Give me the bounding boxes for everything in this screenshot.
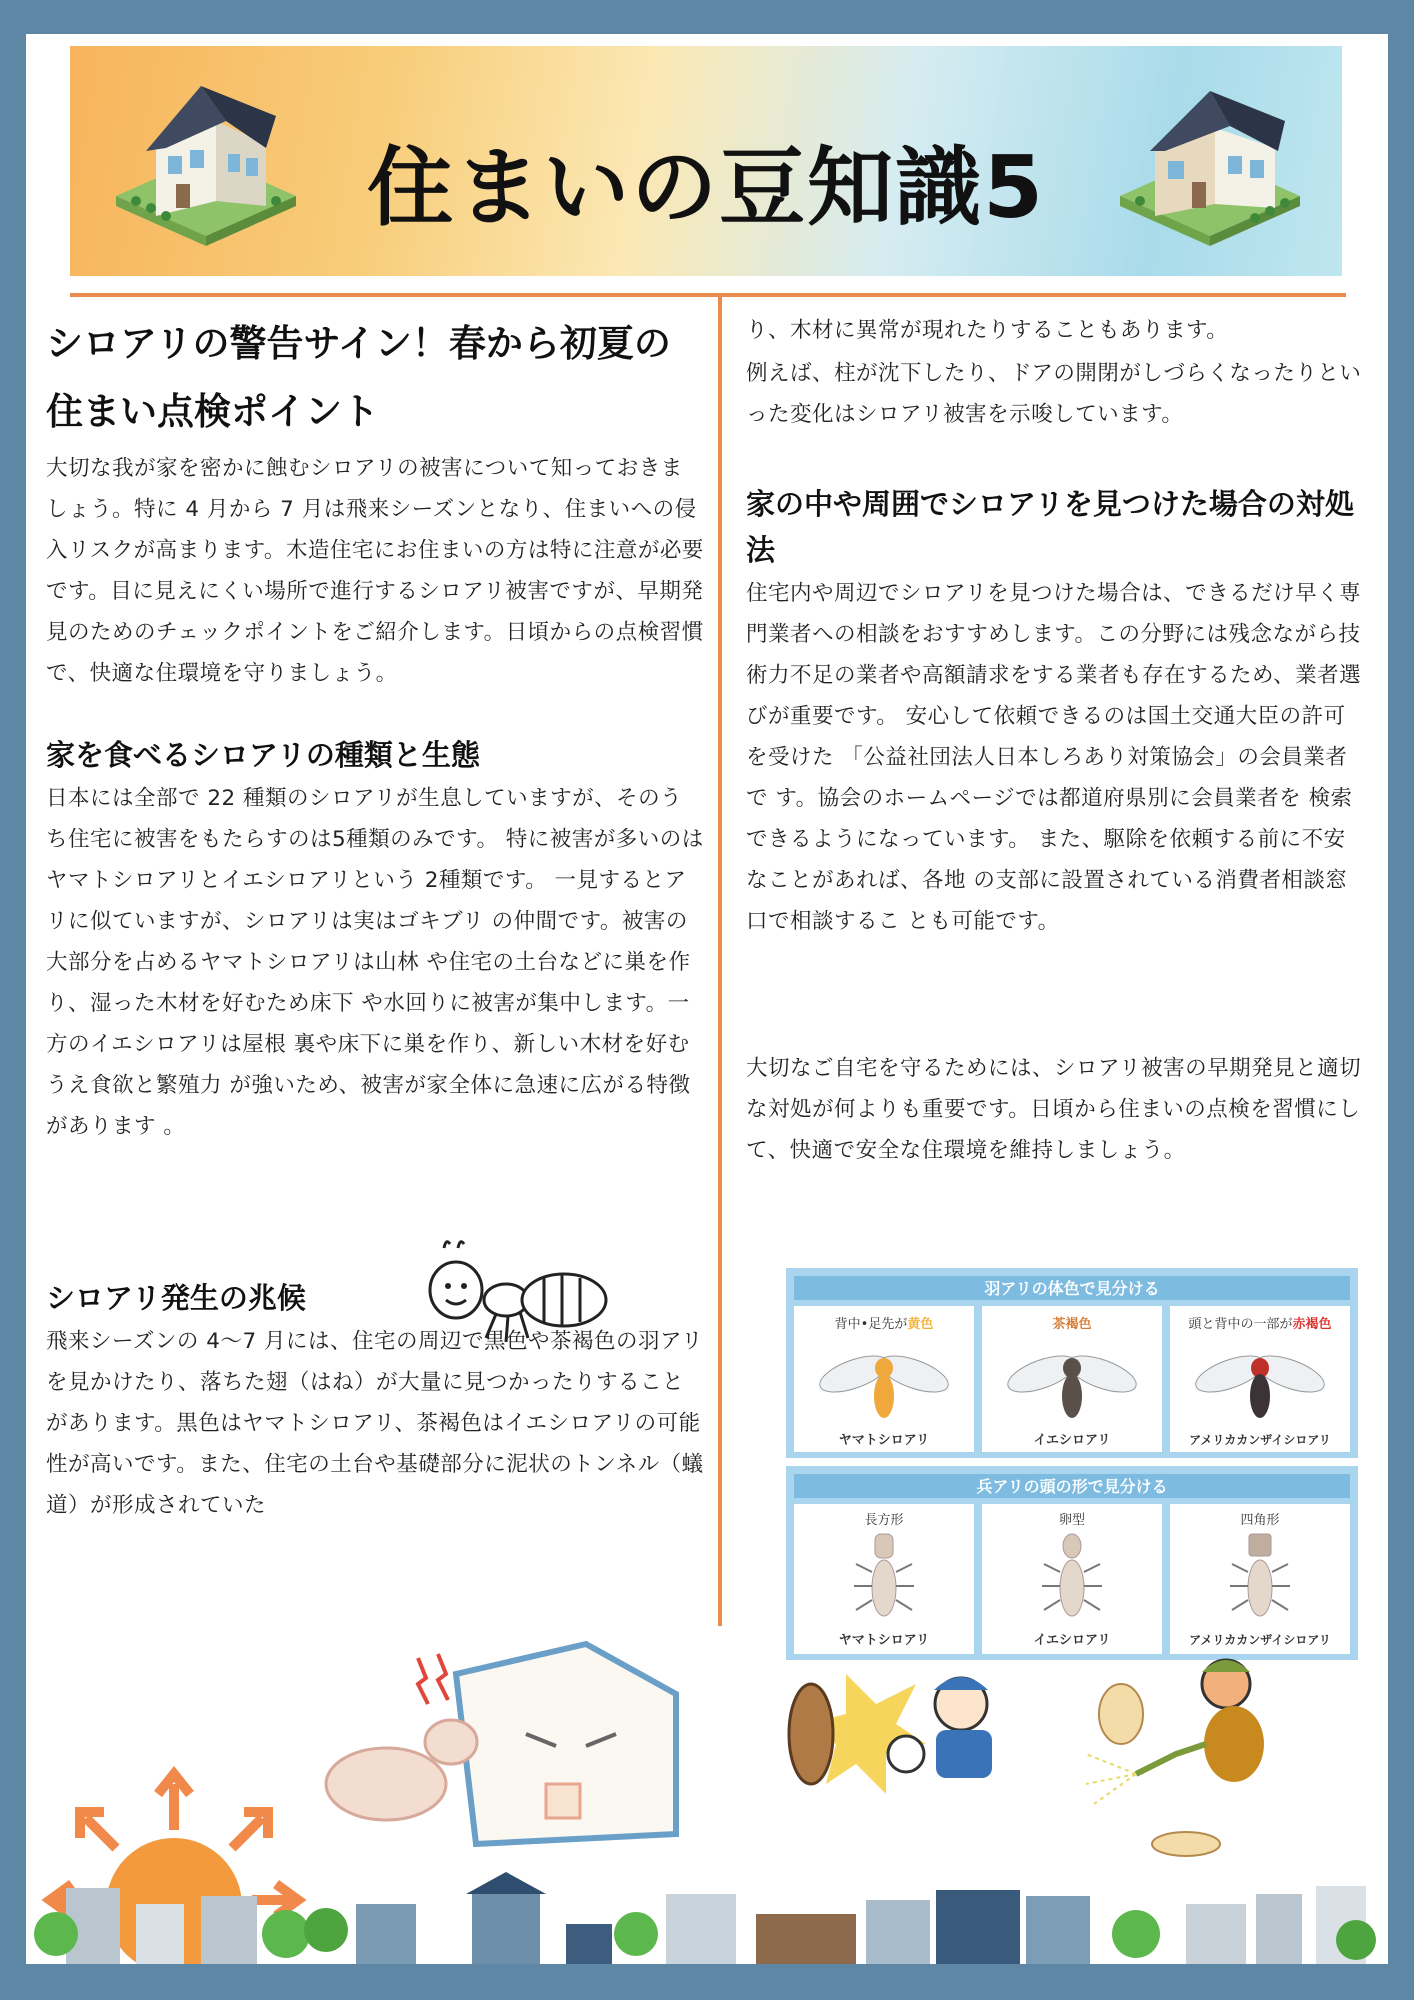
- svg-text:茶褐色: 茶褐色: [1052, 1317, 1092, 1332]
- section-body-response: 住宅内や周辺でシロアリを見つけた場合は、できるだけ早く専門業者への相談をおすすめします。この分野には残念ながら技術力不足の業者や高額請求をする業者も存在するため、業者選びが重要です。 安心して依頼できるのは国土交通大臣の許可を受けた 「公益社団法人日本しろあり対策協会」の会員業者で す。協会のホームページでは都道府県別に会員業者を 検索できるようになっています。 また、駆除を依頼する前に不安なことがあれば、各地 の支部に設置されている消費者相談窓口で相談するこ とも可能です。: [746, 581, 1362, 934]
- winged-name-ie: イエシロアリ: [1033, 1433, 1111, 1448]
- winged-name-american: アメリカカンザイシロアリ: [1189, 1433, 1331, 1447]
- title-banner: [70, 46, 1342, 276]
- main-title: シロアリの警告サイン！春から初夏の住まい点検ポイント: [46, 322, 671, 433]
- soldier-card-american: [1170, 1504, 1350, 1654]
- bottom-illustration: [26, 1634, 1388, 1984]
- continuation-line: り、木材に異常が現れたりすることもあります。: [746, 318, 1229, 343]
- exterminator-punch-illustration: [789, 1674, 992, 1794]
- soldier-card-yamato: [794, 1504, 974, 1654]
- winged-card-yamato: [794, 1306, 974, 1452]
- section-heading-species: 家を食べるシロアリの種類と生態: [46, 738, 480, 772]
- svg-text:イエシロアリ: イエシロアリ: [1033, 1633, 1111, 1648]
- divider-horizontal: [70, 293, 1346, 297]
- section-heading-signs: シロアリ発生の兆候: [46, 1281, 306, 1315]
- svg-text:長方形: 長方形: [864, 1513, 904, 1528]
- svg-text:四角形: 四角形: [1240, 1513, 1280, 1528]
- svg-text:背中•足先が黄色: 背中•足先が黄色: [834, 1317, 934, 1332]
- termite-doodle-icon: [416, 1238, 616, 1358]
- winged-card-ie: [982, 1306, 1162, 1452]
- svg-text:頭と背中の一部が赤褐色: 頭と背中の一部が赤褐色: [1188, 1317, 1332, 1332]
- winged-name-yamato: ヤマトシロアリ: [838, 1433, 930, 1448]
- intro-paragraph: 大切な我が家を密かに蝕むシロアリの被害について知っておきましょう。特に 4 月から 7 月は飛来シーズンとなり、住まいへの侵入リスクが高まります。木造住宅にお住まいの方は特に注意が必要です。目に見えにくい場所で進行するシロアリ被害ですが、早期発見のためのチェックポイントをご紹介します。日頃からの点検習慣で、快適な住環境を守りましょう。: [46, 456, 704, 686]
- svg-text:ヤマトシロアリ: ヤマトシロアリ: [838, 1633, 930, 1648]
- house-illustration-right: [1110, 76, 1310, 246]
- divider-vertical: [718, 296, 722, 1626]
- termite-identification-chart: [786, 1268, 1358, 1660]
- soldier-card-ie: [982, 1504, 1162, 1654]
- svg-text:卵型: 卵型: [1058, 1513, 1086, 1528]
- winged-card-american: [1170, 1306, 1350, 1452]
- closing-paragraph: 大切なご自宅を守るためには、シロアリ被害の早期発見と適切な対処が何よりも重要です。日頃から住まいの点検を習慣にして、快適で安全な住環境を維持しましょう。: [746, 1056, 1362, 1163]
- section-heading-response: 家の中や周囲でシロアリを見つけた場合の対処法: [746, 487, 1354, 567]
- section-body-species: 日本には全部で 22 種類のシロアリが生息していますが、そのうち住宅に被害をもたらすのは5種類のみです。 特に被害が多いのはヤマトシロアリとイエシロアリという 2種類です。 一見するとアリに似ていますが、シロアリは実はゴキブリ の仲間です。被害の大部分を占めるヤマトシロアリは山林 や住宅の土台などに巣を作り、湿った木材を好むため床下 や水回りに被害が集中します。一方のイエシロアリは屋根 裏や床下に巣を作り、新しい木材を好むうえ食欲と繁殖力 が強いため、被害が家全体に急速に広がる特徴があります 。: [46, 786, 704, 1139]
- continuation-paragraph: 例えば、柱が沈下したり、ドアの開閉がしづらくなったりといった変化はシロアリ被害を示唆しています。: [746, 361, 1362, 427]
- termite-attacking-house-illustration: [326, 1644, 676, 1844]
- right-column: [746, 310, 1366, 1171]
- section-body-signs: 飛来シーズンの 4〜7 月には、住宅の周辺で黒色や茶褐色の羽アリを見かけたり、落ちた翅（はね）が大量に見つかったりすることがあります。黒色はヤマトシロアリ、茶褐色はイエシロアリの可能性が高いです。また、住宅の土台や基礎部分に泥状のトンネル（蟻道）が形成されていた: [46, 1329, 704, 1518]
- page: [26, 34, 1388, 1984]
- infographic-header-soldier: 兵アリの頭の形で見分ける: [976, 1477, 1168, 1496]
- banner-title: 住まいの豆知識5: [367, 138, 1045, 238]
- svg-text:アメリカカンザイシロアリ: アメリカカンザイシロアリ: [1189, 1633, 1331, 1647]
- infographic-header-winged: 羽アリの体色で見分ける: [984, 1279, 1160, 1298]
- exterminator-spray-illustration: [1086, 1660, 1264, 1856]
